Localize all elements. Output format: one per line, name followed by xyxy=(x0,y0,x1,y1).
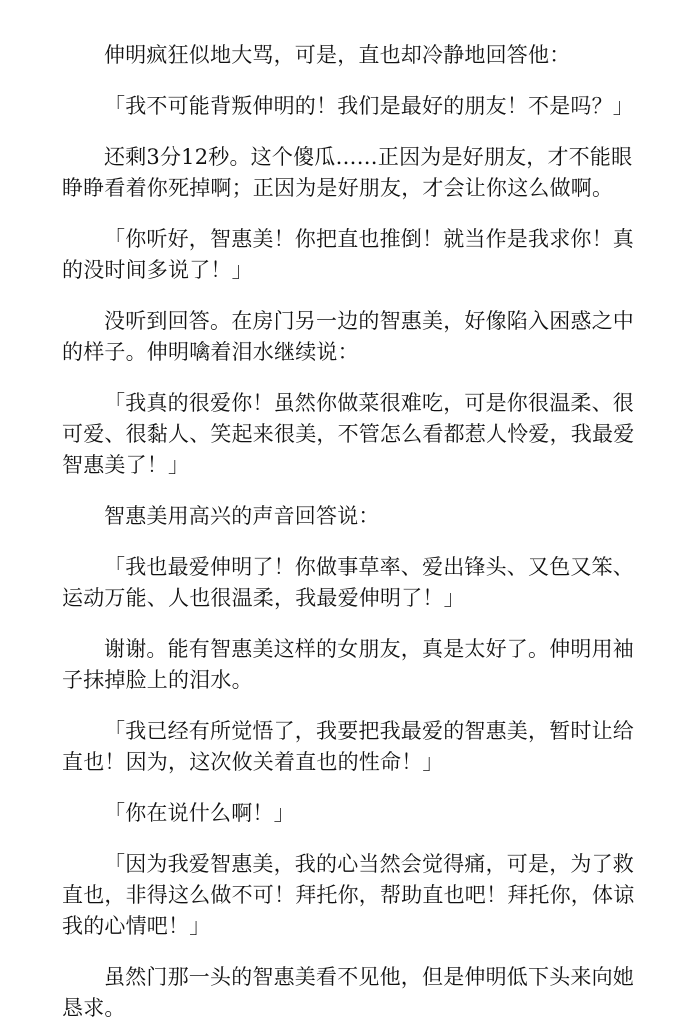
paragraph: 还剩3分12秒。这个傻瓜……正因为是好朋友，才不能眼睁睁看着你死掉啊；正因为是好朋友，才会让你这么做啊。 xyxy=(62,145,633,200)
paragraph: 「我真的很爱你！虽然你做菜很难吃，可是你很温柔、很可爱、很黏人、笑起来很美，不管怎么看都惹人怜爱，我最爱智惠美了！」 xyxy=(62,391,635,477)
paragraph: 没听到回答。在房门另一边的智惠美，好像陷入困惑之中的样子。伸明噙着泪水继续说： xyxy=(62,309,634,364)
paragraph: 谢谢。能有智惠美这样的女朋友，真是太好了。伸明用袖子抹掉脸上的泪水。 xyxy=(62,637,634,692)
paragraph: 「你在说什么啊！」 xyxy=(104,801,295,825)
paragraph: 「我不可能背叛伸明的！我们是最好的朋友！不是吗？」 xyxy=(104,94,634,118)
paragraph: 智惠美用高兴的声音回答说： xyxy=(104,504,380,528)
paragraph: 「我已经有所觉悟了，我要把我最爱的智惠美，暂时让给直也！因为，这次攸关着直也的性命！」 xyxy=(62,719,634,774)
paragraph: 「你听好，智惠美！你把直也推倒！就当作是我求你！真的没时间多说了！」 xyxy=(62,227,634,282)
paragraph: 「我也最爱伸明了！你做事草率、爱出锋头、又色又笨、运动万能、人也很温柔，我最爱伸明了！」 xyxy=(62,555,634,610)
paragraph: 「因为我爱智惠美，我的心当然会觉得痛，可是，为了救直也，非得这么做不可！拜托你，帮助直也吧！拜托你，体谅我的心情吧！」 xyxy=(62,852,635,938)
paragraph: 虽然门那一头的智惠美看不见他，但是伸明低下头来向她恳求。 xyxy=(62,965,634,1020)
paragraph: 伸明疯狂似地大骂，可是，直也却冷静地回答他： xyxy=(104,43,571,67)
